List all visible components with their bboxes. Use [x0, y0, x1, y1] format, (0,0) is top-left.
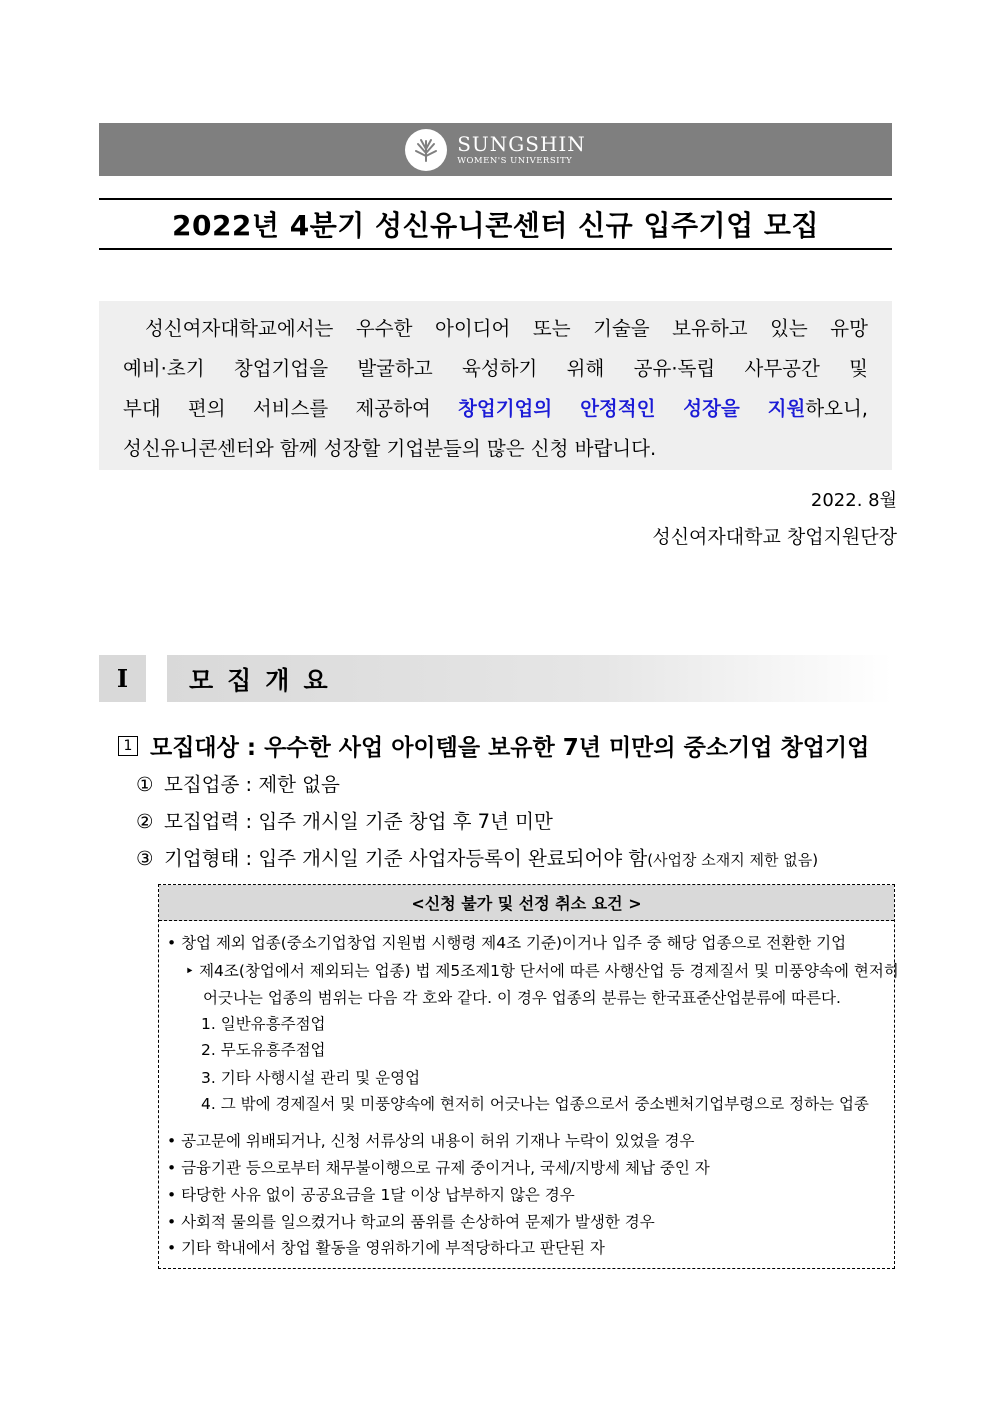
item-note: (사업장 소재지 제한 없음): [647, 851, 819, 869]
intro-line-4: 성신유니콘센터와 함께 성장할 기업분들의 많은 신청 바랍니다.: [123, 437, 657, 460]
university-logo: [405, 129, 586, 171]
announcement-date: 2022. 8월: [810, 490, 897, 511]
boxed-number-marker: 1: [118, 736, 138, 756]
ineligibility-heading: <신청 불가 및 선정 취소 요건 >: [159, 885, 894, 921]
leaf-emblem-icon: [405, 129, 447, 171]
ineligible-subitem: 어긋나는 업종의 범위는 다음 각 호와 같다. 이 경우 업종의 분류는 한국표준산업분류에 따른다.: [203, 989, 841, 1007]
intro-line-3-start: 부대 편의 서비스를 제공하여: [123, 397, 459, 420]
excluded-industry: 3. 기타 사행시설 관리 및 운영업: [201, 1069, 421, 1087]
recruitment-target: [118, 729, 869, 762]
issuing-organization: 성신여자대학교 창업지원단장: [652, 526, 897, 548]
ineligible-item: • 창업 제외 업종(중소기업창업 지원법 시행령 제4조 기준)이거나 입주 중 해당 업종으로 전환한 기업: [167, 934, 847, 952]
list-item: [136, 806, 553, 834]
logo-subtitle: WOMEN'S UNIVERSITY: [457, 155, 573, 166]
page-title: 2022년 4분기 성신유니콘센터 신규 입주기업 모집: [171, 209, 820, 242]
intro-line-3-end: 하오니,: [805, 397, 868, 420]
logo-wordmark: SUNGSHIN: [457, 131, 586, 156]
ineligible-item: • 공고문에 위배되거나, 신청 서류상의 내용이 허위 기재나 누락이 있었을 경우: [167, 1132, 695, 1150]
intro-line-1: 성신여자대학교에서는 우수한 아이디어 또는 기술을 보유하고 있는 유망: [145, 317, 868, 340]
section-title-bar: [167, 655, 892, 702]
ineligible-item: • 사회적 물의를 일으켰거나 학교의 품위를 손상하여 문제가 발생한 경우: [167, 1213, 655, 1231]
header-banner: [99, 123, 892, 176]
section-header: [99, 655, 892, 702]
section-number: I: [99, 655, 146, 702]
intro-box: [99, 301, 892, 470]
intro-highlight: 창업기업의 안정적인 성장을 지원: [458, 397, 806, 420]
excluded-industry: 4. 그 밖에 경제질서 및 미풍양속에 현저히 어긋나는 업종으로서 중소벤처기업부령으로 정하는 업종: [201, 1095, 869, 1113]
title-box: [99, 198, 892, 250]
section-title: 모집개요: [189, 665, 342, 695]
item-text: 기업형태 : 입주 개시일 기준 사업자등록이 완료되어야 함: [164, 847, 648, 870]
intro-line-3: [123, 389, 868, 429]
excluded-industry: 1. 일반유흥주점업: [201, 1015, 326, 1033]
item-marker: ①: [136, 773, 154, 796]
ineligible-item: • 타당한 사유 없이 공공요금을 1달 이상 납부하지 않은 경우: [167, 1186, 575, 1204]
ineligible-subitem: ‣ 제4조(창업에서 제외되는 업종) 법 제5조제1항 단서에 따른 사행산업 등 경제질서 및 미풍양속에 현저히: [185, 962, 899, 980]
list-item: [136, 843, 818, 871]
item-marker: ②: [136, 810, 154, 833]
list-item: [136, 769, 340, 797]
item-text: 모집업종 : 제한 없음: [164, 773, 340, 796]
excluded-industry: 2. 무도유흥주점업: [201, 1041, 326, 1059]
recruitment-target-text: 모집대상 : 우수한 사업 아이템을 보유한 7년 미만의 중소기업 창업기업: [150, 735, 870, 761]
ineligibility-box: [158, 884, 899, 1269]
item-text: 모집업력 : 입주 개시일 기준 창업 후 7년 미만: [164, 810, 553, 833]
ineligible-item: • 금융기관 등으로부터 채무불이행으로 규제 중이거나, 국세/지방세 체납 중인 자: [167, 1159, 710, 1177]
ineligible-item: • 기타 학내에서 창업 활동을 영위하기에 부적당하다고 판단된 자: [167, 1239, 605, 1257]
intro-line-2: 예비·초기 창업기업을 발굴하고 육성하기 위해 공유·독립 사무공간 및: [123, 357, 868, 380]
item-marker: ③: [136, 847, 154, 870]
